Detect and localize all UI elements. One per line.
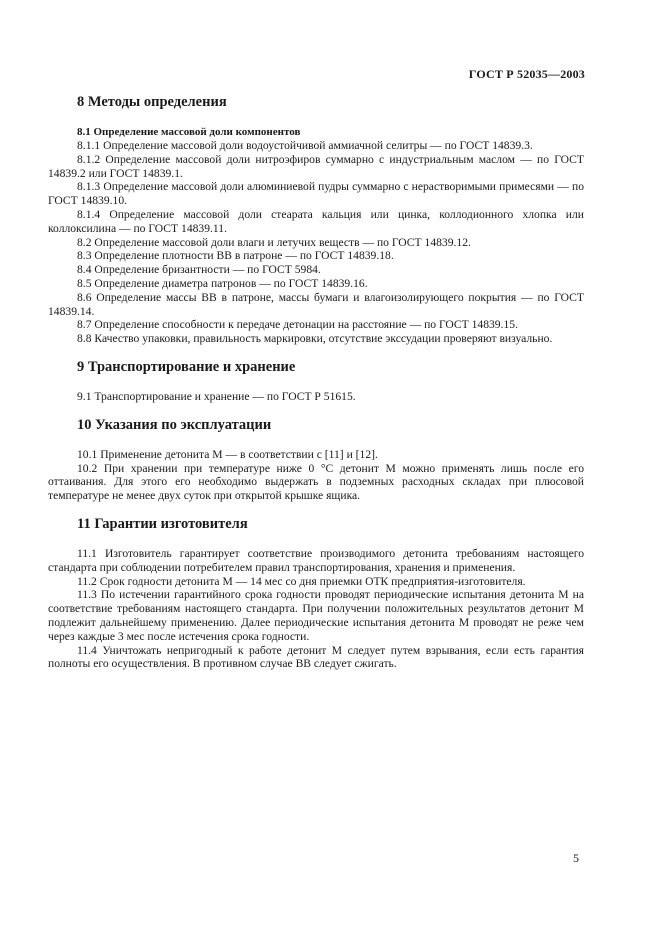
paragraph-8-8: 8.8 Качество упаковки, правильность маркировки, отсутствие экссудации проверяют визуально.: [77, 332, 553, 346]
paragraph-8-2: 8.2 Определение массовой доли влаги и летучих веществ — по ГОСТ 14839.12.: [77, 235, 471, 249]
section-9-title: 9 Транспортирование и хранение: [77, 358, 296, 375]
section-11-title: 11 Гарантии изготовителя: [77, 515, 248, 532]
paragraph-8-5: 8.5 Определение диаметра патронов — по ГОСТ 14839.16.: [77, 276, 368, 290]
paragraph-11-3: 11.3 По истечении гарантийного срока годности проводят периодические испытания детонита М на соответствие требованиям настоящего стандарта. При получении положительных результатов детонит М подлежит дальнейшему применению. Далее периодические испытания детонита М проводят не реже чем через каждые 3 мес после истечения срока годности.: [48, 588, 584, 643]
paragraph-8-7: 8.7 Определение способности к передаче детонации на расстояние — по ГОСТ 14839.15.: [77, 318, 518, 332]
paragraph-11-1: 11.1 Изготовитель гарантирует соответствие производимого детонита требованиям настоящего стандарта при соблюдении потребителем правил транспортирования, хранения и применения.: [48, 546, 584, 574]
paragraph-8-6: 8.6 Определение массы ВВ в патроне, массы бумаги и влагоизолирующего покрытия — по ГОСТ 14839.14.: [48, 290, 584, 318]
page-number: 5: [573, 851, 579, 865]
paragraph-8-1-3: 8.1.3 Определение массовой доли алюминиевой пудры суммарно с нерастворимыми примесями — по ГОСТ 14839.10.: [48, 180, 584, 208]
paragraph-11-2: 11.2 Срок годности детонита М — 14 мес со дня приемки ОТК предприятия-изготовителя.: [77, 574, 526, 588]
paragraph-11-4: 11.4 Уничтожать непригодный к работе детонит М следует путем взрывания, если есть гарантия полноты его осуществления. В противном случае ВВ следует сжигать.: [48, 643, 584, 671]
paragraph-8-3: 8.3 Определение плотности ВВ в патроне — по ГОСТ 14839.18.: [77, 249, 394, 263]
section-10-title: 10 Указания по эксплуатации: [77, 416, 272, 433]
paragraph-8-1-4: 8.1.4 Определение массовой доли стеарата кальция или цинка, коллодионного хлопка или коллоксилина — по ГОСТ 14839.11.: [48, 207, 584, 235]
paragraph-10-1: 10.1 Применение детонита М — в соответствии с [11] и [12].: [77, 447, 378, 461]
subsection-8-1-title: 8.1 Определение массовой доли компонентов: [77, 126, 301, 138]
section-8-title: 8 Методы определения: [77, 94, 227, 110]
document-id-header: ГОСТ Р 52035—2003: [468, 67, 585, 81]
paragraph-8-4: 8.4 Определение бризантности — по ГОСТ 5984.: [77, 263, 321, 277]
paragraph-8-1-1: 8.1.1 Определение массовой доли водоустойчивой аммиачной селитры — по ГОСТ 14839.3.: [77, 139, 533, 152]
paragraph-8-1-2: 8.1.2 Определение массовой доли нитроэфиров суммарно с индустриальным маслом — по ГОСТ 14839.2 или ГОСТ 14839.1.: [48, 152, 584, 180]
paragraph-10-2: 10.2 При хранении при температуре ниже 0 °С детонит М можно применять лишь после его оттаивания. Для этого его необходимо выдержать в подземных расходных складах при плюсовой температуре не менее двух суток при открытой крышке ящика.: [48, 461, 584, 503]
paragraph-9-1: 9.1 Транспортирование и хранение — по ГОСТ Р 51615.: [77, 389, 356, 403]
document-body: [48, 93, 584, 671]
